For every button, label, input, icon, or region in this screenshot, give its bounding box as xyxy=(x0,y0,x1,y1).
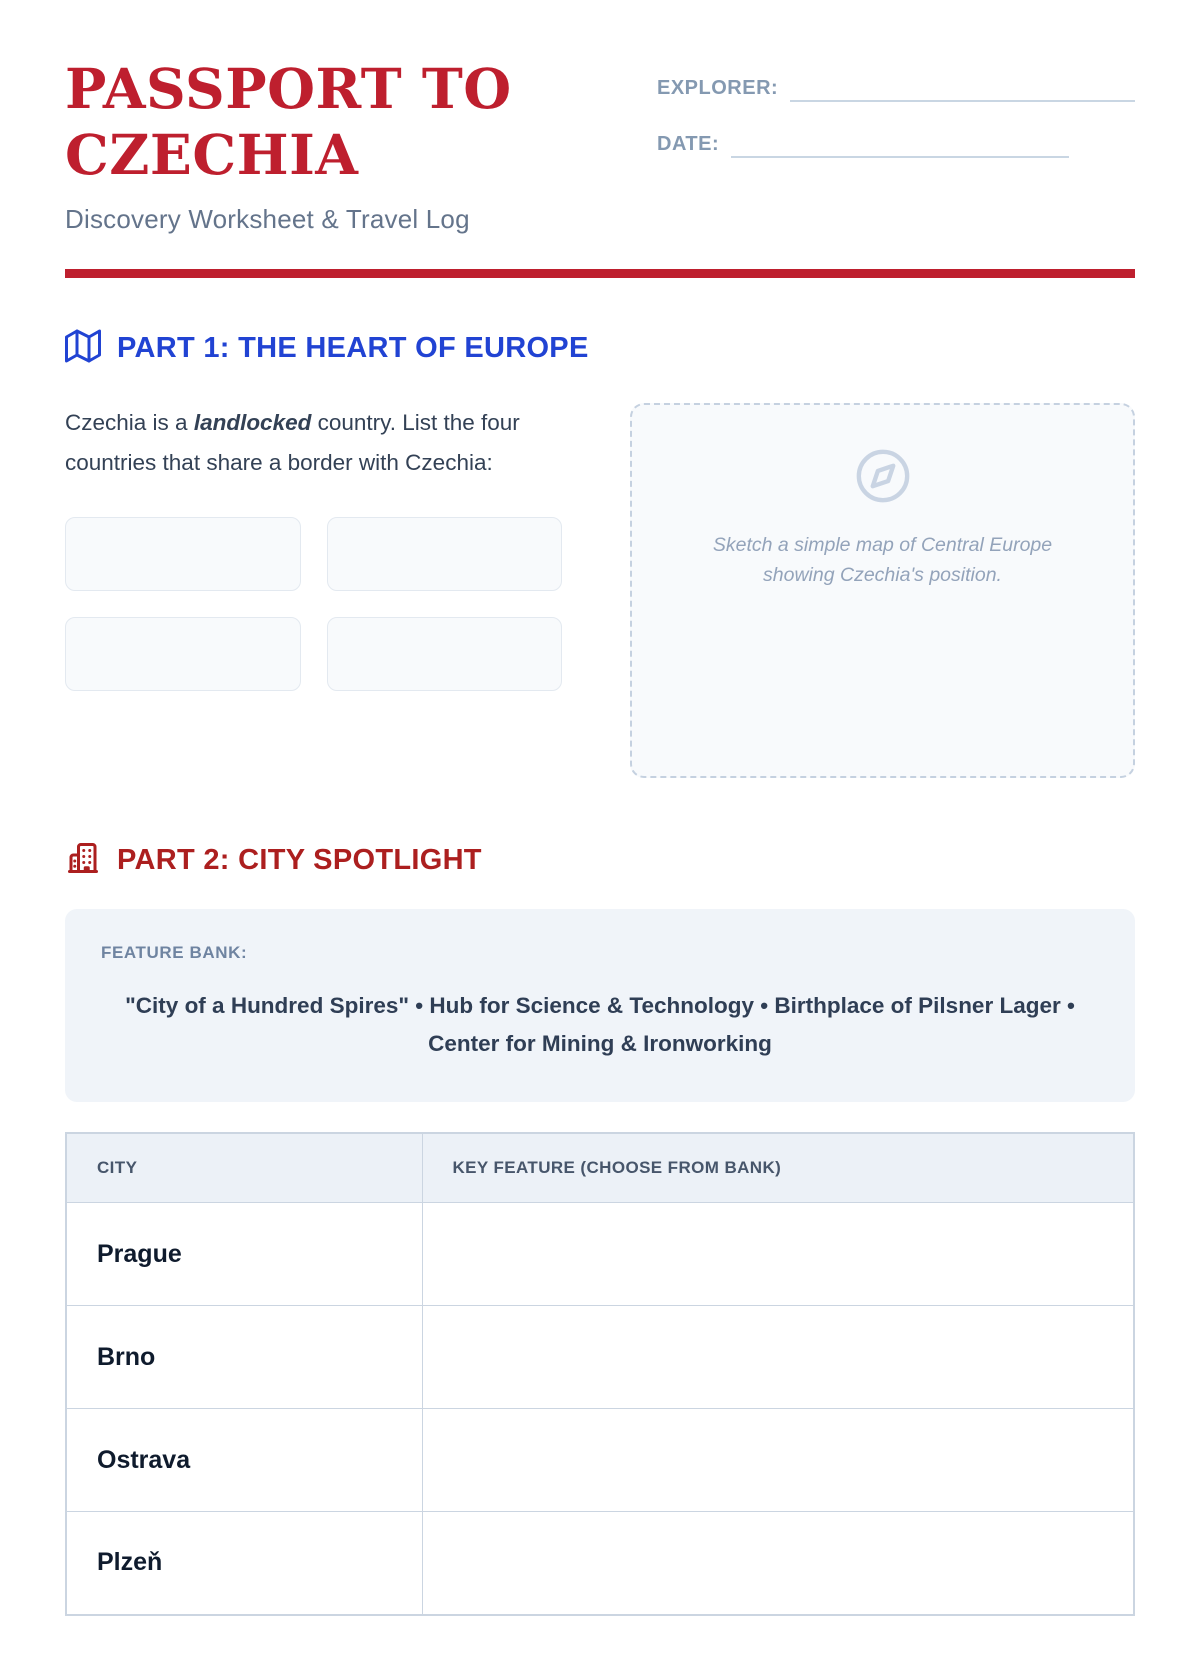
name-date-fields xyxy=(657,70,1135,235)
red-divider xyxy=(65,269,1135,278)
table-row-ostrava xyxy=(66,1409,1134,1512)
city-cell-brno: Brno xyxy=(66,1306,422,1409)
border-country-answer-box-4[interactable] xyxy=(327,617,563,691)
feature-bank-label: FEATURE BANK: xyxy=(101,943,248,962)
part1-heading xyxy=(65,328,1135,369)
city-cell-ostrava: Ostrava xyxy=(66,1409,422,1512)
feature-cell-prague[interactable] xyxy=(422,1203,1134,1306)
column-header-city: CITY xyxy=(66,1133,422,1203)
city-spotlight-table xyxy=(65,1132,1135,1616)
map-icon xyxy=(65,328,101,369)
date-field-row xyxy=(657,126,1135,158)
worksheet-page xyxy=(0,56,1200,1616)
part1-question-column xyxy=(65,403,562,778)
feature-cell-plzen[interactable] xyxy=(422,1512,1134,1615)
explorer-label: EXPLORER: xyxy=(657,77,779,99)
table-row-brno xyxy=(66,1306,1134,1409)
table-header-row xyxy=(66,1133,1134,1203)
feature-bank-items: "City of a Hundred Spires" • Hub for Science & Technology • Birthplace of Pilsner Lager • Center for Mining & Ironworking xyxy=(125,993,1075,1057)
column-header-key-feature: KEY FEATURE (CHOOSE FROM BANK) xyxy=(422,1133,1134,1203)
date-input-line[interactable] xyxy=(731,130,1069,158)
explorer-field-row xyxy=(657,70,1135,102)
city-cell-prague: Prague xyxy=(66,1203,422,1306)
compass-icon xyxy=(854,492,912,509)
landlocked-emphasis: landlocked xyxy=(193,410,312,435)
border-countries-grid xyxy=(65,517,562,691)
map-sketch-area[interactable] xyxy=(630,403,1135,778)
part2-title: PART 2: CITY SPOTLIGHT xyxy=(117,844,482,876)
part1-section xyxy=(65,328,1135,778)
part2-heading xyxy=(65,840,1135,881)
feature-cell-brno[interactable] xyxy=(422,1306,1134,1409)
feature-bank xyxy=(65,909,1135,1102)
date-label: DATE: xyxy=(657,133,720,155)
explorer-input-line[interactable] xyxy=(790,74,1135,102)
city-cell-plzen: Plzeň xyxy=(66,1512,422,1615)
part1-prompt: Czechia is a landlocked country. List the four countries that share a border with Czechia: xyxy=(65,410,520,475)
table-row-prague xyxy=(66,1203,1134,1306)
page-title-line2: CZECHIA xyxy=(65,122,359,187)
border-country-answer-box-1[interactable] xyxy=(65,517,301,591)
border-country-answer-box-2[interactable] xyxy=(327,517,563,591)
page-title xyxy=(65,56,625,188)
page-subtitle: Discovery Worksheet & Travel Log xyxy=(65,204,470,234)
sketch-caption: Sketch a simple map of Central Europe showing Czechia's position. xyxy=(712,534,1053,586)
border-country-answer-box-3[interactable] xyxy=(65,617,301,691)
feature-cell-ostrava[interactable] xyxy=(422,1409,1134,1512)
part2-section xyxy=(65,840,1135,1616)
part1-content xyxy=(65,403,1135,778)
page-title-line1: PASSPORT TO xyxy=(65,56,512,121)
title-block xyxy=(65,56,625,235)
building-icon xyxy=(65,840,101,881)
header xyxy=(65,56,1135,235)
table-row-plzen xyxy=(66,1512,1134,1615)
part1-title: PART 1: THE HEART OF EUROPE xyxy=(117,332,589,364)
